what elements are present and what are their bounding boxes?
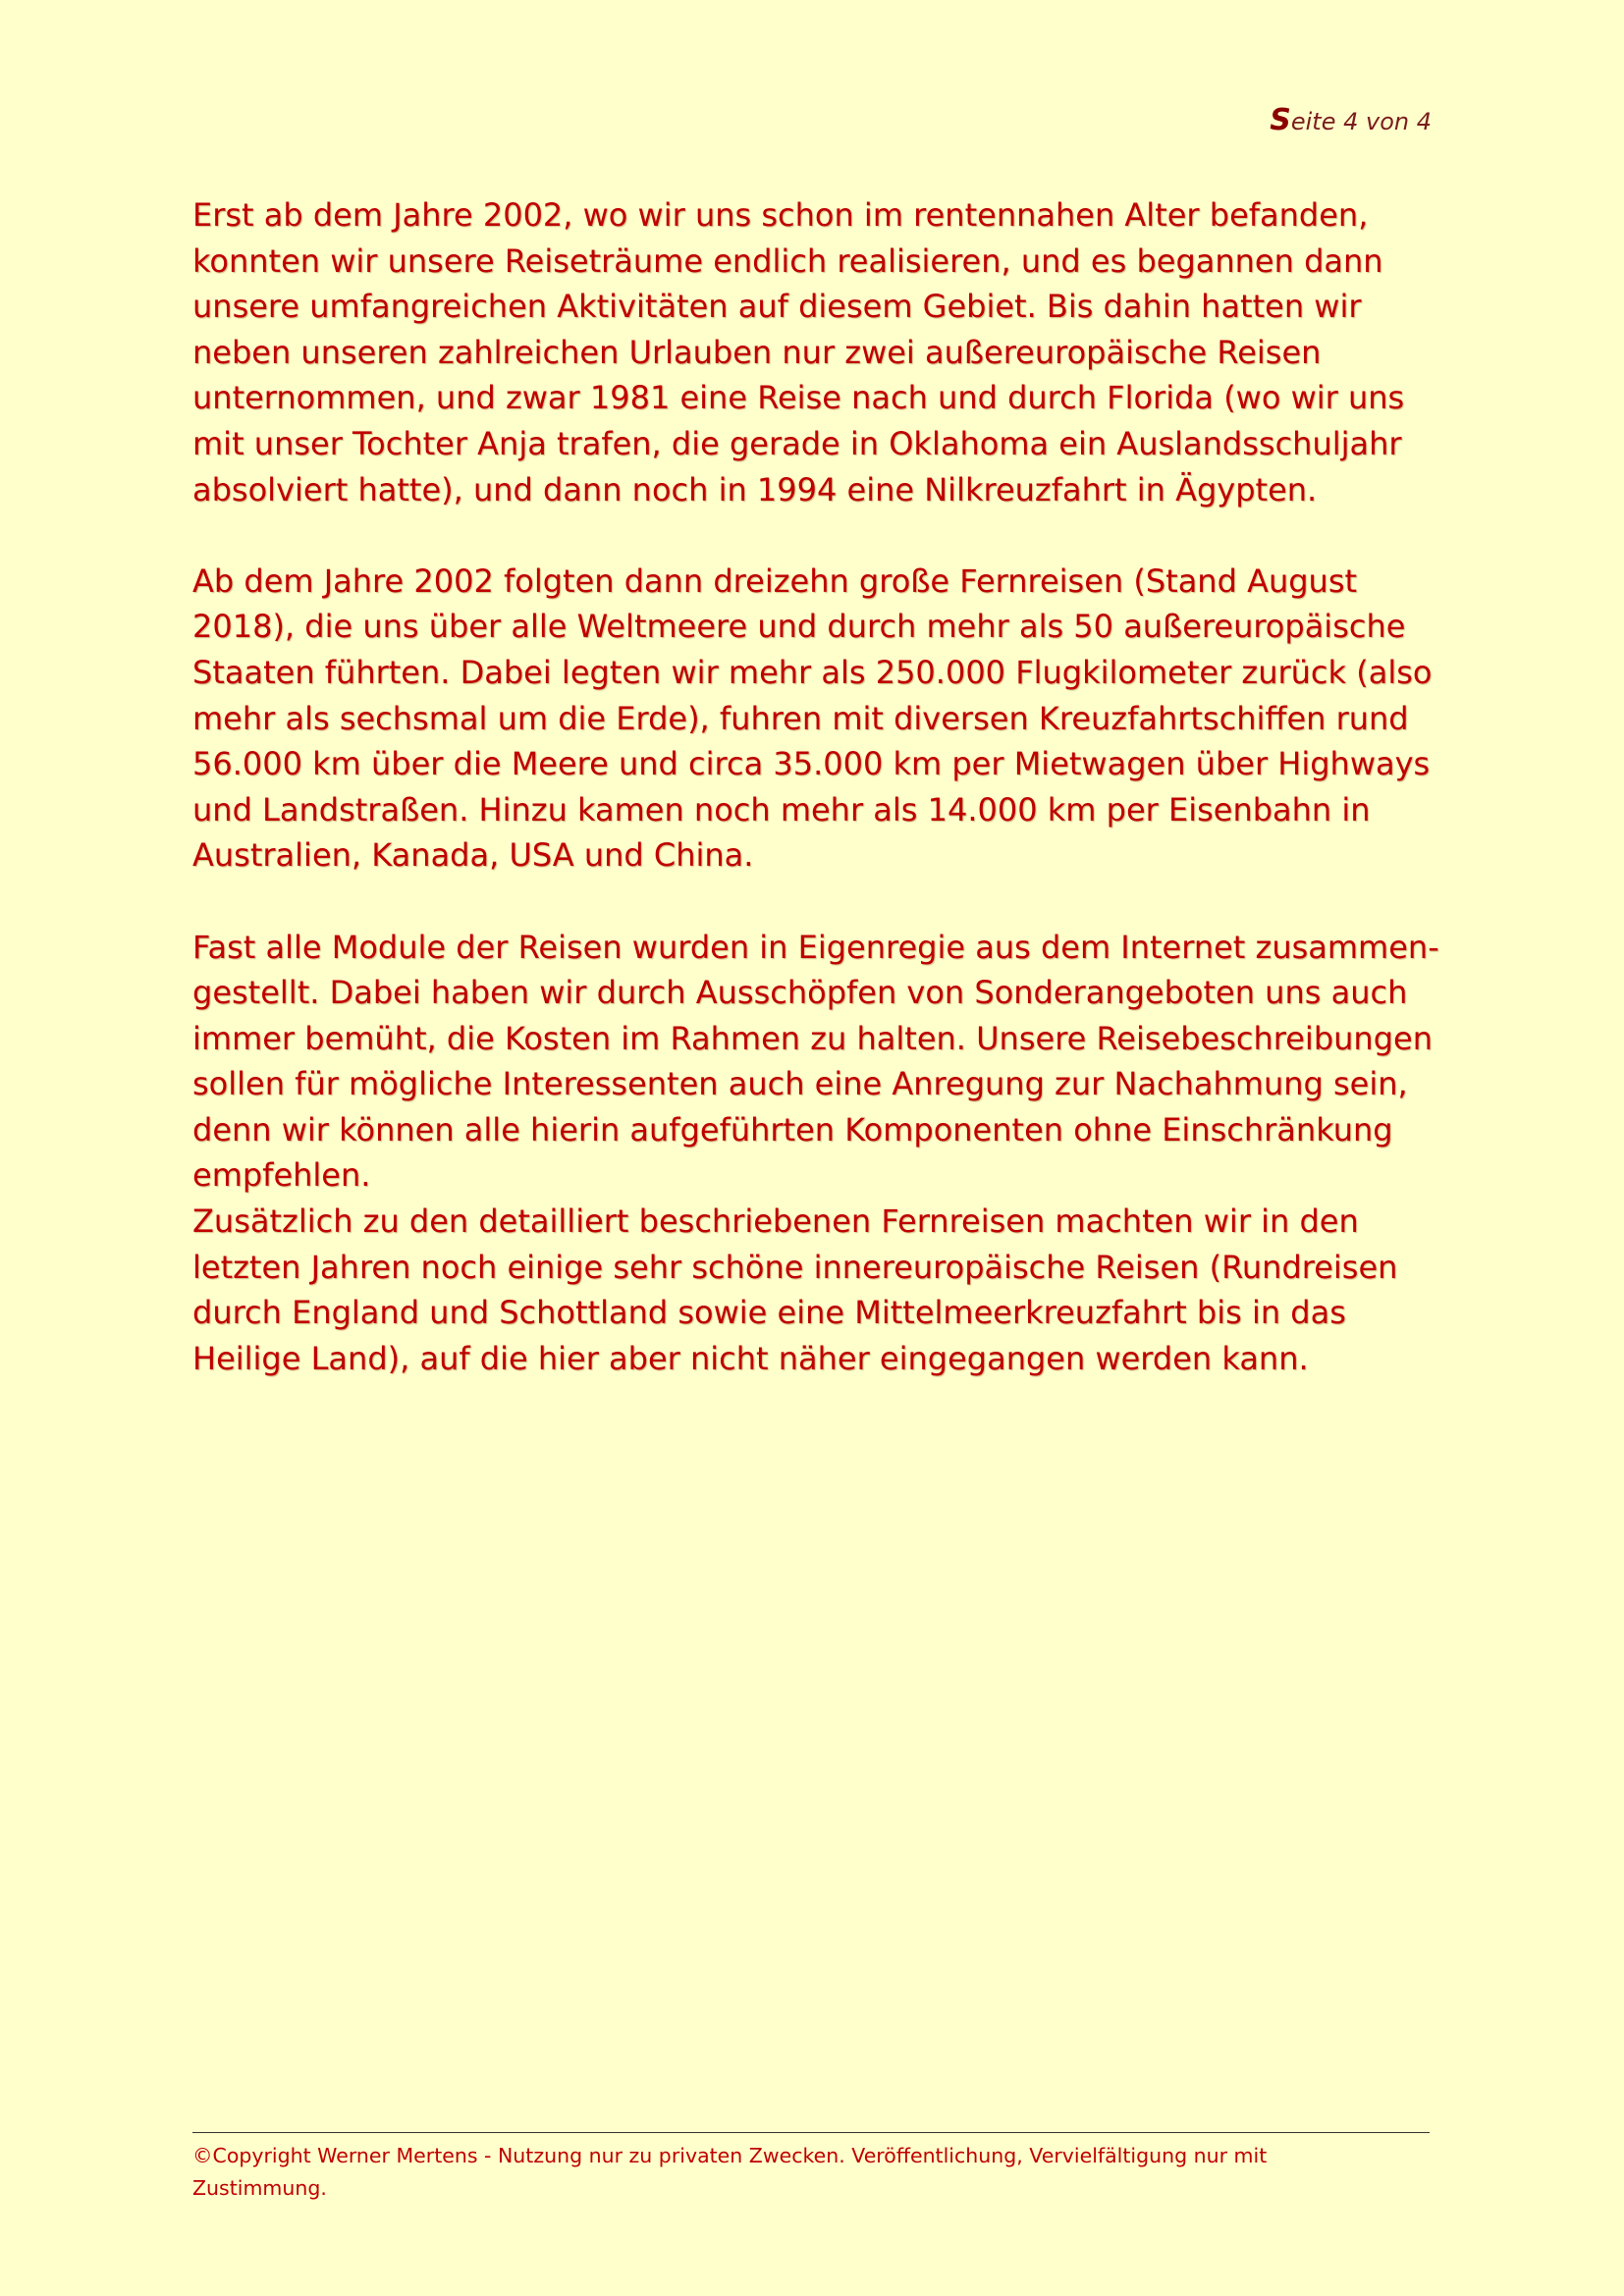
- page-number-label: eite 4 von 4: [1290, 108, 1432, 135]
- paragraph-self-organized: Fast alle Module der Reisen wurden in Eigenregie aus dem Internet zusammen-gestellt. Dabei haben wir durch Ausschöpfen von Sonderangeboten uns auch immer bemüht, die Kosten im Rahmen zu halten. Unsere Reisebeschreibungen sollen für mögliche Interessenten auch eine Anregung zur Nachahmung sein, denn wir können alle hierin aufgeführten Komponenten ohne Einschränkung empfehlen.: [192, 928, 1439, 1195]
- copyright-notice: ©Copyright Werner Mertens - Nutzung nur zu privaten Zwecken. Veröffentlichung, Vervielfältigung nur mit Zustimmung.: [192, 2144, 1268, 2200]
- paragraph-long-distance-trips: Ab dem Jahre 2002 folgten dann dreizehn große Fernreisen (Stand August 2018), die uns über alle Weltmeere und durch mehr als 50 außereuropäische Staaten führten. Dabei legten wir mehr als 250.000 Flugkilometer zurück (also mehr als sechsmal um die Erde), fuhren mit diversen Kreuzfahrtschiffen rund 56.000 km über die Meere und circa 35.000 km per Mietwagen über Highways und Landstraßen. Hinzu kamen noch mehr als 14.000 km per Eisenbahn in Australien, Kanada, USA und China.: [192, 561, 1433, 875]
- footer-divider: [192, 2132, 1430, 2133]
- paragraph-travel-beginnings: Erst ab dem Jahre 2002, wo wir uns schon im rentennahen Alter befanden, konnten wir unsere Reiseträume endlich realisieren, und es begannen dann unsere umfangreichen Aktivitäten auf diesem Gebiet. Bis dahin hatten wir neben unseren zahlreichen Urlauben nur zwei außereuropäische Reisen unternommen, und zwar 1981 eine Reise nach und durch Florida (wo wir uns mit unser Tochter Anja trafen, die gerade in Oklahoma ein Auslandsschuljahr absolviert hatte), und dann noch in 1994 eine Nilkreuzfahrt in Ägypten.: [192, 196, 1405, 508]
- page-number-initial: S: [1270, 103, 1291, 137]
- document-body: [192, 192, 1459, 1381]
- page-number: [1270, 103, 1432, 137]
- paragraph-european-trips: Zusätzlich zu den detailliert beschriebenen Fernreisen machten wir in den letzten Jahren noch einige sehr schöne innereuropäische Reisen (Rundreisen durch England und Schottland sowie eine Mittelmeerkreuzfahrt bis in das Heilige Land), auf die hier aber nicht näher eingegangen werden kann.: [192, 1202, 1398, 1377]
